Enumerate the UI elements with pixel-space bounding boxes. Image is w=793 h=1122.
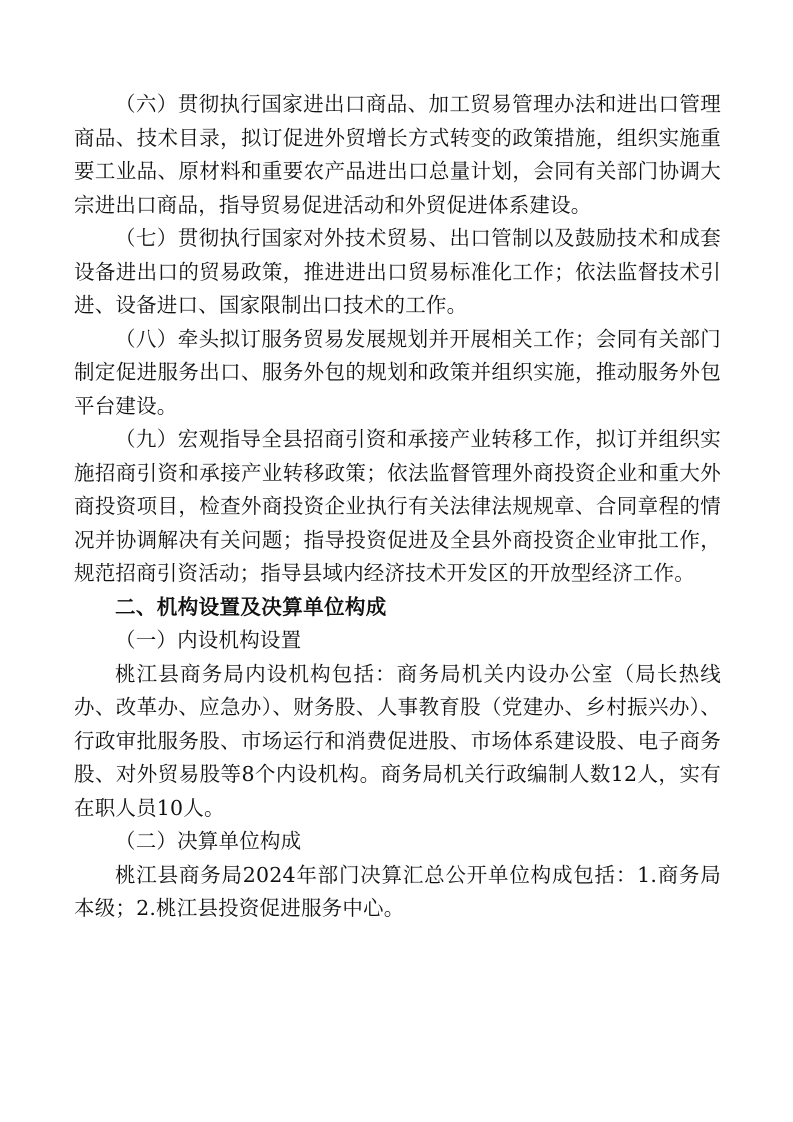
- document-body: [74, 88, 721, 926]
- subsection-heading-internal-structure: （一）内设机构设置: [115, 628, 302, 652]
- paragraph-item-6: （六）贯彻执行国家进出口商品、加工贸易管理办法和进出口管理商品、技术目录，拟订促进外贸增长方式转变的政策措施，组织实施重要工业品、原材料和重要农产品进出口总量计划，会同有关部门协调大宗进出口商品，指导贸易促进活动和外贸促进体系建设。: [74, 92, 721, 217]
- subsection-heading-settlement-units: （二）决算单位构成: [115, 829, 302, 853]
- paragraph-item-9: （九）宏观指导全县招商引资和承接产业转移工作，拟订并组织实施招商引资和承接产业转移政策；依法监督管理外商投资企业和重大外商投资项目，检查外商投资企业执行有关法律法规规章、合同章程的情况并协调解决有关问题；指导投资促进及全县外商投资企业审批工作，规范招商引资活动；指导县域内经济技术开发区的开放型经济工作。: [74, 427, 721, 585]
- paragraph-settlement-units: 桃江县商务局2024年部门决算汇总公开单位构成包括：1.商务局本级；2.桃江县投资促进服务中心。: [74, 862, 721, 920]
- section-heading-two: 二、机构设置及决算单位构成: [115, 594, 387, 619]
- paragraph-item-8: （八）牵头拟订服务贸易发展规划并开展相关工作；会同有关部门制定促进服务出口、服务外包的规划和政策并组织实施，推动服务外包平台建设。: [74, 326, 721, 418]
- paragraph-item-7: （七）贯彻执行国家对外技术贸易、出口管制以及鼓励技术和成套设备进出口的贸易政策，推进进出口贸易标准化工作；依法监督技术引进、设备进口、国家限制出口技术的工作。: [74, 226, 721, 317]
- paragraph-internal-structure: 桃江县商务局内设机构包括：商务局机关内设办公室（局长热线办、改革办、应急办）、财务股、人事教育股（党建办、乡村振兴办）、行政审批服务股、市场运行和消费促进股、市场体系建设股、电子商务股、对外贸易股等8个内设机构。商务局机关行政编制人数12人，实有在职人员10人。: [74, 661, 721, 820]
